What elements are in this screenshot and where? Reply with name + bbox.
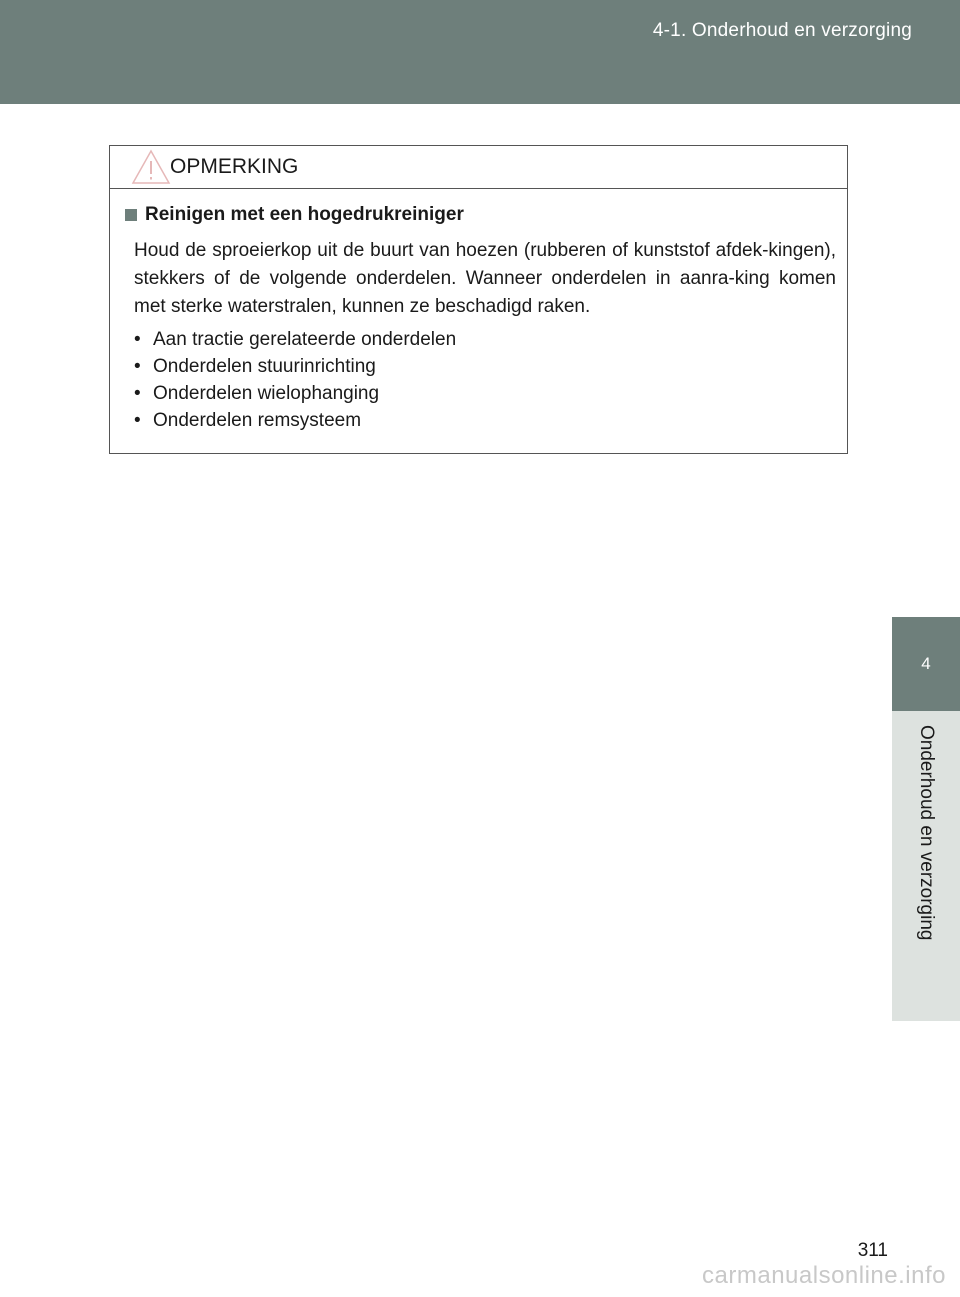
list-item: • Onderdelen remsysteem <box>134 407 456 434</box>
chapter-number: 4 <box>921 654 931 673</box>
list-item: • Aan tractie gerelateerde onderdelen <box>134 326 456 353</box>
subheading-text: Reinigen met een hogedrukreiniger <box>145 204 464 225</box>
notice-box <box>109 145 848 454</box>
section-title: 4-1. Onderhoud en verzorging <box>652 20 912 41</box>
warning-triangle-icon <box>131 149 171 185</box>
chapter-label: Onderhoud en verzorging <box>916 725 937 941</box>
watermark: carmanualsonline.info <box>702 1262 946 1289</box>
square-bullet-icon <box>125 209 137 221</box>
list-item: • Onderdelen stuurinrichting <box>134 353 456 380</box>
notice-paragraph: Houd de sproeierkop uit de buurt van hoezen (rubberen of kunststof afdek-kingen), stekkers of de volgende onderdelen. Wanneer onderdelen in aanra-king komen met sterke waterstralen, kunnen ze beschadigd raken. <box>134 240 836 317</box>
side-tab-chapter-number <box>892 617 960 711</box>
list-item: • Onderdelen wielophanging <box>134 380 456 407</box>
notice-header <box>110 146 847 189</box>
header-band <box>0 0 960 104</box>
notice-title: OPMERKING <box>170 155 299 178</box>
parts-list <box>134 326 456 434</box>
notice-subheading <box>125 204 464 226</box>
page-number: 311 <box>857 1240 888 1261</box>
side-tab-chapter-label <box>892 711 960 1021</box>
